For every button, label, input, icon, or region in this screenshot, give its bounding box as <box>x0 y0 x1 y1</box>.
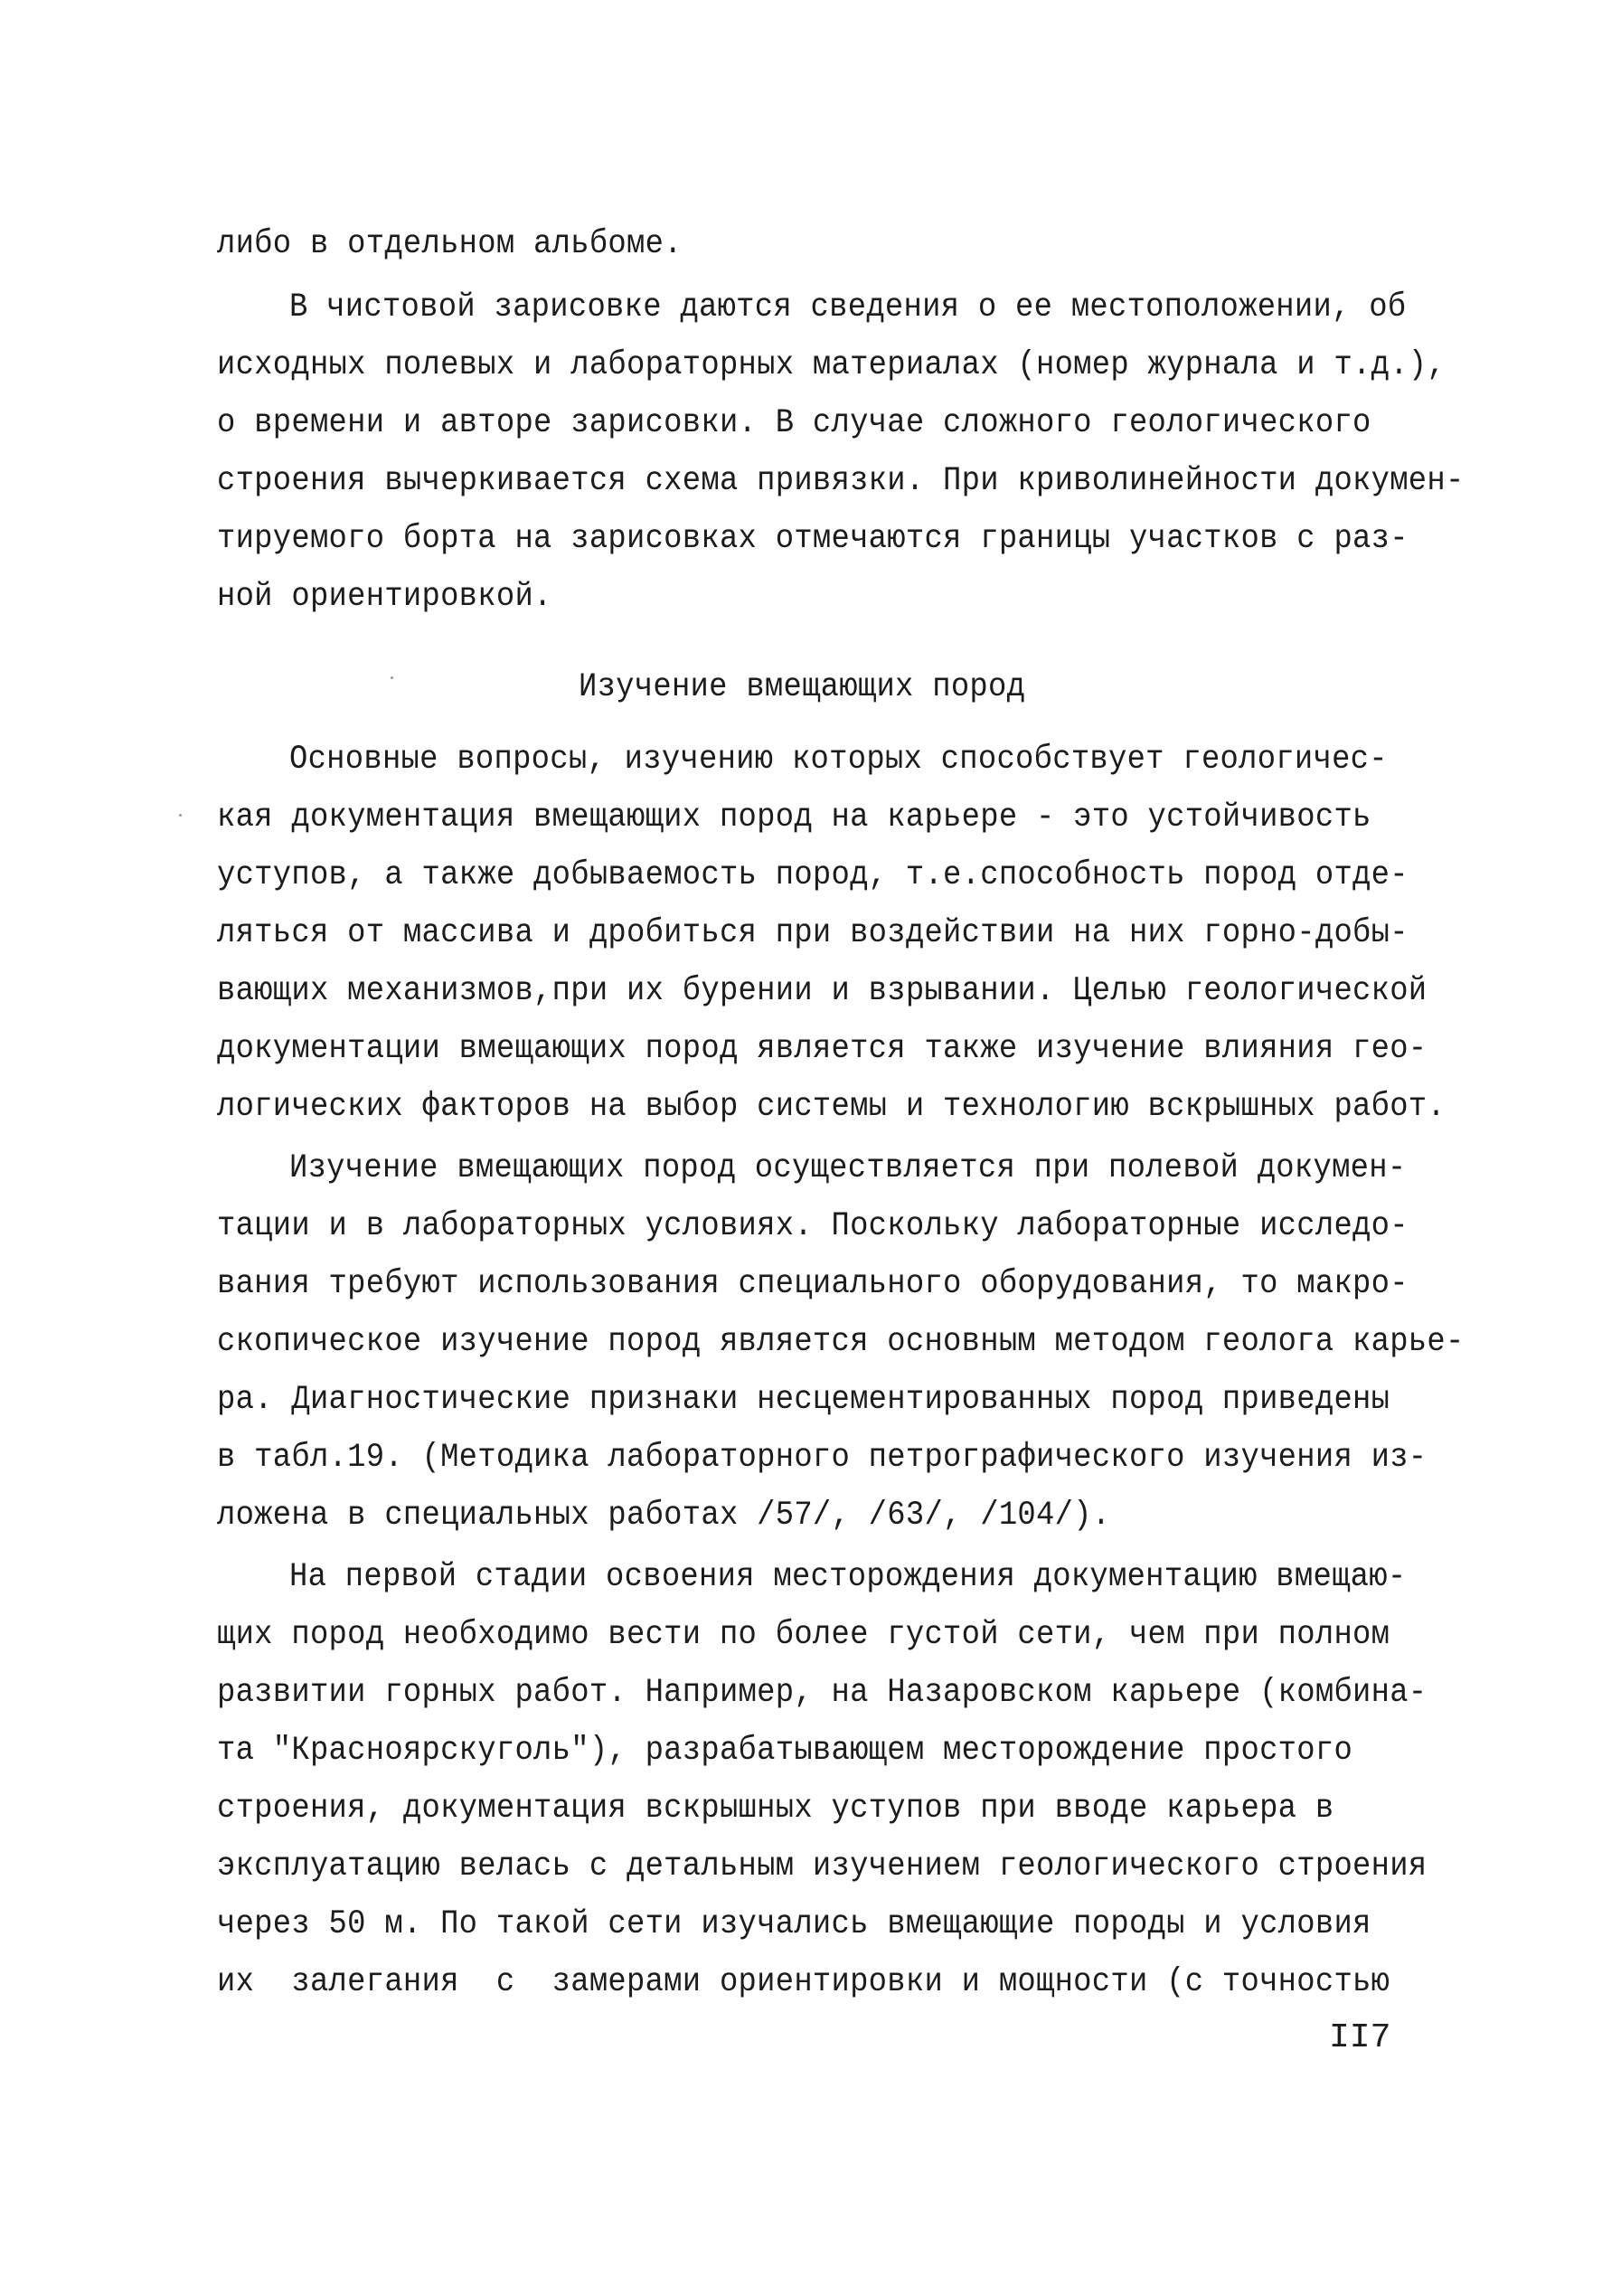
text-line: через 50 м. По такой сети изучались вмещающие породы и условия <box>217 1905 1371 1943</box>
text-line: документации вмещающих пород является также изучение влияния гео- <box>217 1030 1428 1068</box>
text-line: ложена в специальных работах /57/, /63/, /104/). <box>217 1497 1111 1535</box>
text-line: вания требуют использования специального оборудования, то макро- <box>217 1265 1409 1303</box>
text-line: На первой стадии освоения месторождения документацию вмещаю- <box>289 1558 1407 1596</box>
text-line: исходных полевых и лабораторных материалах (номер журнала и т.д.), <box>217 346 1447 384</box>
text-line: в табл.19. (Методика лабораторного петрографического изучения из- <box>217 1439 1428 1477</box>
scan-speck <box>391 676 393 679</box>
text-line: та "Красноярскуголь"), разрабатывающем месторождение простого <box>217 1732 1353 1770</box>
text-line: их залегания с замерами ориентировки и мощности (с точностью <box>217 1963 1390 2001</box>
text-line: тации и в лабораторных условиях. Поскольку лабораторные исследо- <box>217 1207 1409 1245</box>
text-line: В чистовой зарисовке даются сведения о ее местоположении, об <box>289 288 1407 326</box>
text-line: кая документация вмещающих пород на карьере - это устойчивость <box>217 798 1371 836</box>
text-line: тируемого борта на зарисовках отмечаются границы участков с раз- <box>217 520 1409 558</box>
text-line: ной ориентировкой. <box>217 578 552 616</box>
text-line: вающих механизмов,при их бурении и взрывании. Целью геологической <box>217 972 1428 1010</box>
text-line: эксплуатацию велась с детальным изучением геологического строения <box>217 1847 1428 1885</box>
section-heading: Изучение вмещающих пород <box>579 668 1026 706</box>
page-number: II7 <box>1329 2018 1391 2057</box>
text-line: ра. Диагностические признаки несцементированных пород приведены <box>217 1381 1390 1419</box>
text-line: логических факторов на выбор системы и технологию вскрышных работ. <box>217 1088 1447 1126</box>
text-line: строения вычеркивается схема привязки. При криволинейности докумен- <box>217 462 1465 500</box>
text-line: развитии горных работ. Например, на Назаровском карьере (комбина- <box>217 1674 1428 1712</box>
text-line: скопическое изучение пород является основным методом геолога карье- <box>217 1323 1465 1361</box>
text-line: строения, документация вскрышных уступов при вводе карьера в <box>217 1790 1334 1828</box>
text-line: Основные вопросы, изучению которых способствует геологичес- <box>289 741 1388 779</box>
text-line: уступов, а также добываемость пород, т.е.способность пород отде- <box>217 856 1409 894</box>
text-line: ляться от массива и дробиться при воздействии на них горно-добы- <box>217 914 1409 952</box>
scan-speck <box>179 814 182 817</box>
text-line: либо в отдельном альбоме. <box>217 225 683 263</box>
text-line: Изучение вмещающих пород осуществляется при полевой докумен- <box>289 1149 1407 1187</box>
text-line: щих пород необходимо вести по более густой сети, чем при полном <box>217 1616 1390 1654</box>
text-line: о времени и авторе зарисовки. В случае сложного геологического <box>217 404 1371 442</box>
